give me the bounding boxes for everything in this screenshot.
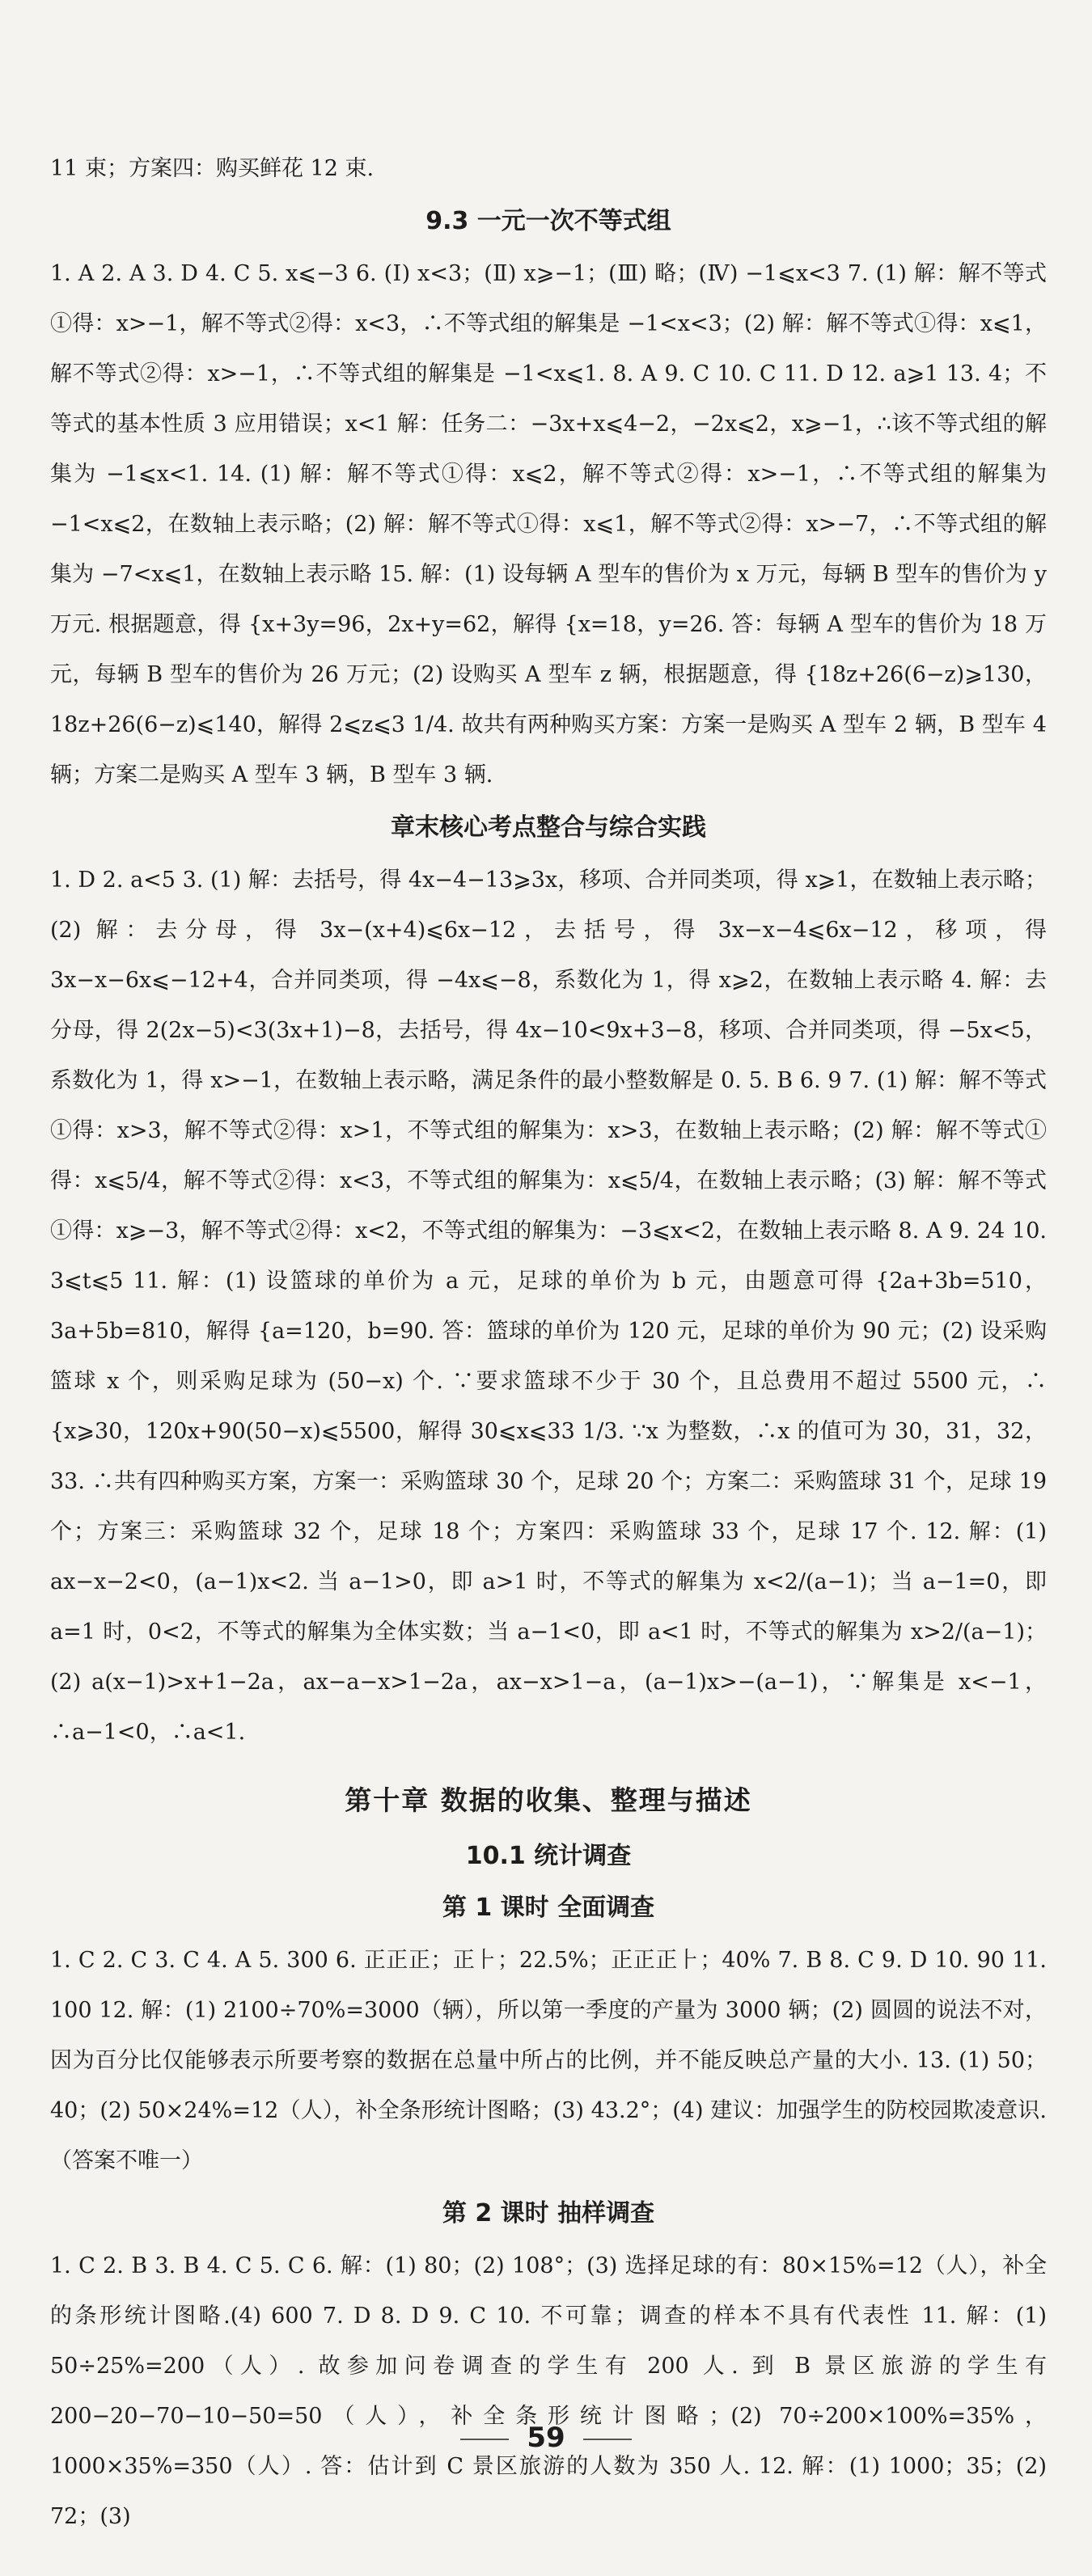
chapter-10-title: 第十章 数据的收集、整理与描述 (345, 1784, 752, 1816)
lesson-2-title: 第 2 课时 抽样调查 (442, 2199, 655, 2228)
chapter-review-title: 章末核心考点整合与综合实践 (391, 813, 706, 842)
page-number-footer (0, 2422, 1092, 2454)
lesson-1-title: 第 1 课时 全面调查 (442, 1894, 655, 1922)
footer-rule-right (583, 2439, 632, 2440)
footer-rule-left (460, 2439, 509, 2440)
section-9-3-title: 9.3 一元一次不等式组 (425, 207, 671, 235)
page-content (50, 144, 1047, 2542)
lesson-2-answers: 1. C 2. B 3. B 4. C 5. C 6. 解：(1) 80；(2) 108°；(3) 选择足球的有：80×15%=12（人），补全的条形统计图略.(4) 600 7. D 8. D 9. C 10. 不可靠；调查的样本不具有代表性 11. 解：(1) 50÷25%=200（人）. 故参加问卷调查的学生有 200 人. 到 B 景区旅游的学生有 200−20−70−10−50=50（人），补全条形统计图略；(2) 70÷200×100%=35%，1000×35%=350（人）. 答：估计到 C 景区旅游的人数为 350 人. 12. 解：(1) 1000；35；(2) 72；(3) (50, 2253, 1047, 2529)
top-continuation-line: 11 束；方案四：购买鲜花 12 束. (50, 156, 375, 181)
page-number: 59 (527, 2422, 565, 2454)
section-10-1-title: 10.1 统计调查 (465, 1842, 632, 1870)
lesson-1-answers: 1. C 2. C 3. C 4. A 5. 300 6. 正正正；正⺊；22.5%；正正正⺊；40% 7. B 8. C 9. D 10. 90 11. 100 12. 解：(1) 2100÷70%=3000（辆），所以第一季度的产量为 3000 辆；(2) 圆圆的说法不对，因为百分比仅能够表示所要考察的数据在总量中所占的比例，并不能反映总产量的大小. 13. (1) 50；40；(2) 50×24%=12（人），补全条形统计图略；(3) 43.2°；(4) 建议：加强学生的防校园欺凌意识.（答案不唯一） (50, 1948, 1047, 2173)
section-9-3-answers: 1. A 2. A 3. D 4. C 5. x⩽−3 6. (Ⅰ) x<3；(Ⅱ) x⩾−1；(Ⅲ) 略；(Ⅳ) −1⩽x<3 7. (1) 解：解不等式①得：x>−1，解不等式②得：x<3，∴不等式组的解集是 −1<x<3；(2) 解：解不等式①得：x⩽1，解不等式②得：x>−1，∴不等式组的解集是 −1<x⩽1. 8. A 9. C 10. C 11. D 12. a⩾1 13. 4；不等式的基本性质 3 应用错误；x<1 解：任务二：−3x+x⩽4−2，−2x⩽2，x⩾−1，∴该不等式组的解集为 −1⩽x<1. 14. (1) 解：解不等式①得：x⩽2，解不等式②得：x>−1，∴不等式组的解集为 −1<x⩽2，在数轴上表示略；(2) 解：解不等式①得：x⩽1，解不等式②得：x>−7，∴不等式组的解集为 −7<x⩽1，在数轴上表示略 15. 解：(1) 设每辆 A 型车的售价为 x 万元，每辆 B 型车的售价为 y 万元. 根据题意，得 {x+3y=96，2x+y=62，解得 {x=18，y=26. 答：每辆 A 型车的售价为 18 万元，每辆 B 型车的售价为 26 万元；(2) 设购买 A 型车 z 辆，根据题意，得 {18z+26(6−z)⩾130，18z+26(6−z)⩽140，解得 2⩽z⩽3 1/4. 故共有两种购买方案：方案一是购买 A 型车 2 辆，B 型车 4 辆；方案二是购买 A 型车 3 辆，B 型车 3 辆. (50, 261, 1047, 788)
chapter-review-answers: 1. D 2. a<5 3. (1) 解：去括号，得 4x−4−13⩾3x，移项、合并同类项，得 x⩾1，在数轴上表示略；(2) 解：去分母，得 3x−(x+4)⩽6x−12，去括号，得 3x−x−4⩽6x−12，移项，得 3x−x−6x⩽−12+4，合并同类项，得 −4x⩽−8，系数化为 1，得 x⩾2，在数轴上表示略 4. 解：去分母，得 2(2x−5)<3(3x+1)−8，去括号，得 4x−10<9x+3−8，移项、合并同类项，得 −5x<5，系数化为 1，得 x>−1，在数轴上表示略，满足条件的最小整数解是 0. 5. B 6. 9 7. (1) 解：解不等式①得：x>3，解不等式②得：x>1，不等式组的解集为：x>3，在数轴上表示略；(2) 解：解不等式①得：x⩽5/4，解不等式②得：x<3，不等式组的解集为：x⩽5/4，在数轴上表示略；(3) 解：解不等式①得：x⩾−3，解不等式②得：x<2，不等式组的解集为：−3⩽x<2，在数轴上表示略 8. A 9. 24 10. 3⩽t⩽5 11. 解：(1) 设篮球的单价为 a 元，足球的单价为 b 元，由题意可得 {2a+3b=510，3a+5b=810，解得 {a=120，b=90. 答：篮球的单价为 120 元，足球的单价为 90 元；(2) 设采购篮球 x 个，则采购足球为 (50−x) 个. ∵要求篮球不少于 30 个，且总费用不超过 5500 元，∴ {x⩾30，120x+90(50−x)⩽5500，解得 30⩽x⩽33 1/3. ∵x 为整数，∴x 的值可为 30，31，32，33. ∴共有四种购买方案，方案一：采购篮球 30 个，足球 20 个；方案二：采购篮球 31 个，足球 19 个；方案三：采购篮球 32 个，足球 18 个；方案四：采购篮球 33 个，足球 17 个. 12. 解：(1) ax−x−2<0，(a−1)x<2. 当 a−1>0，即 a>1 时，不等式的解集为 x<2/(a−1)；当 a−1=0，即 a=1 时，0<2，不等式的解集为全体实数；当 a−1<0，即 a<1 时，不等式的解集为 x>2/(a−1)；(2) a(x−1)>x+1−2a，ax−a−x>1−2a，ax−x>1−a，(a−1)x>−(a−1)，∵解集是 x<−1，∴a−1<0，∴a<1. (50, 868, 1047, 1745)
